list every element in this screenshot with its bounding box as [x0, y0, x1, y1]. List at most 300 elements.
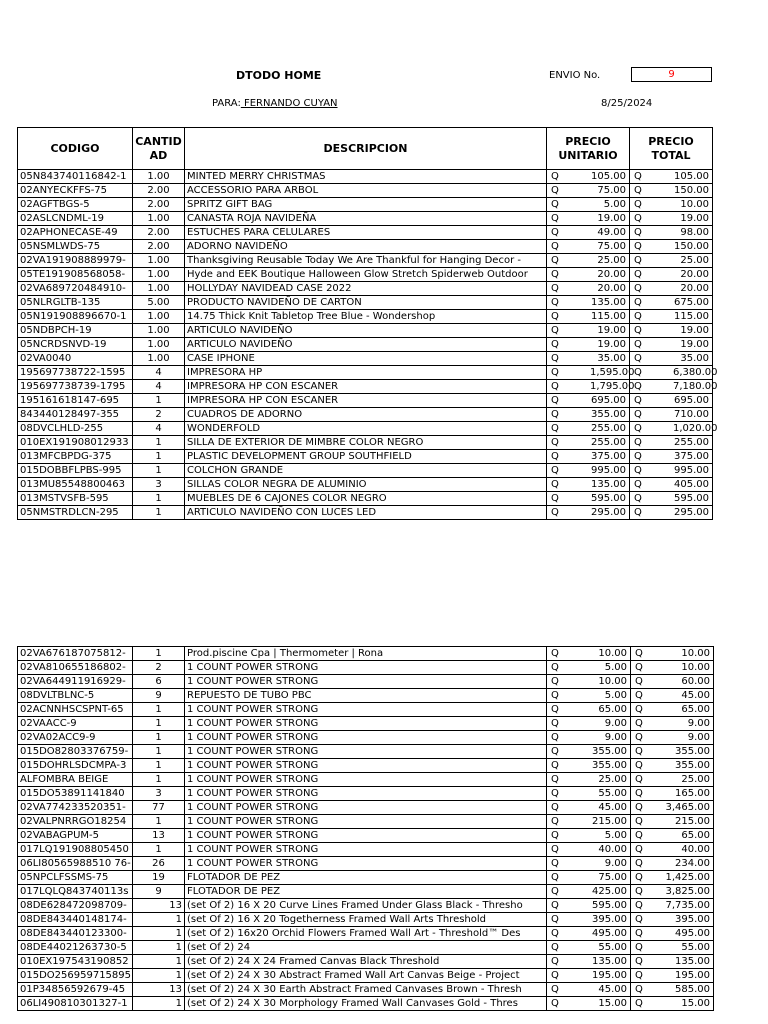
codigo-cell[interactable]: 013MU85548800463 [18, 478, 133, 492]
cantidad-cell[interactable]: 77 [133, 801, 185, 815]
precio-unitario-cell[interactable]: 355.00 [562, 745, 631, 759]
codigo-cell[interactable]: 05NDBPCH-19 [18, 324, 133, 338]
currency-cell[interactable]: Q [547, 366, 589, 380]
precio-unitario-cell[interactable]: 10.00 [562, 647, 631, 661]
currency-cell[interactable]: Q [630, 240, 672, 254]
codigo-cell[interactable]: 02VALPNRRGO18254 [18, 815, 133, 829]
cantidad-cell[interactable]: 1.00 [133, 282, 185, 296]
codigo-cell[interactable]: 06LI490810301327-1 [18, 997, 133, 1011]
currency-cell[interactable]: Q [547, 955, 562, 969]
precio-unitario-cell[interactable]: 425.00 [562, 885, 631, 899]
currency-cell[interactable]: Q [631, 717, 646, 731]
currency-cell[interactable]: Q [631, 829, 646, 843]
currency-cell[interactable]: Q [547, 969, 562, 983]
currency-cell[interactable]: Q [630, 254, 672, 268]
precio-total-cell[interactable]: 19.00 [671, 338, 713, 352]
cantidad-cell[interactable]: 1 [133, 927, 185, 941]
currency-cell[interactable]: Q [547, 703, 562, 717]
precio-total-cell[interactable]: 19.00 [671, 324, 713, 338]
cantidad-cell[interactable]: 2.00 [133, 198, 185, 212]
currency-cell[interactable]: Q [630, 338, 672, 352]
precio-unitario-cell[interactable]: 10.00 [562, 675, 631, 689]
currency-cell[interactable]: Q [547, 198, 589, 212]
precio-unitario-cell[interactable]: 255.00 [588, 422, 630, 436]
codigo-cell[interactable]: 02VA774233520351- [18, 801, 133, 815]
codigo-cell[interactable]: 010EX191908012933 [18, 436, 133, 450]
precio-total-cell[interactable]: 15.00 [646, 997, 714, 1011]
codigo-cell[interactable]: 05N191908896670-1 [18, 310, 133, 324]
cantidad-cell[interactable]: 1.00 [133, 212, 185, 226]
currency-cell[interactable]: Q [631, 899, 646, 913]
precio-total-cell[interactable]: 1,425.00 [646, 871, 714, 885]
descripcion-cell[interactable]: CASE IPHONE [185, 352, 547, 366]
currency-cell[interactable]: Q [547, 899, 562, 913]
codigo-cell[interactable]: 08DE44021263730-5 [18, 941, 133, 955]
currency-cell[interactable]: Q [630, 296, 672, 310]
cantidad-cell[interactable]: 13 [133, 983, 185, 997]
currency-cell[interactable]: Q [631, 885, 646, 899]
codigo-cell[interactable]: 195697738722-1595 [18, 366, 133, 380]
cantidad-cell[interactable]: 2 [133, 661, 185, 675]
codigo-cell[interactable]: 02VA02ACC9-9 [18, 731, 133, 745]
precio-unitario-cell[interactable]: 355.00 [588, 408, 630, 422]
currency-cell[interactable]: Q [630, 184, 672, 198]
currency-cell[interactable]: Q [630, 226, 672, 240]
precio-total-cell[interactable]: 150.00 [671, 240, 713, 254]
cantidad-cell[interactable]: 1 [133, 913, 185, 927]
codigo-cell[interactable]: 195697738739-1795 [18, 380, 133, 394]
precio-total-cell[interactable]: 710.00 [671, 408, 713, 422]
currency-cell[interactable]: Q [547, 759, 562, 773]
currency-cell[interactable]: Q [547, 843, 562, 857]
currency-cell[interactable]: Q [547, 773, 562, 787]
currency-cell[interactable]: Q [630, 436, 672, 450]
cantidad-cell[interactable]: 1.00 [133, 170, 185, 184]
currency-cell[interactable]: Q [630, 450, 672, 464]
precio-unitario-cell[interactable]: 15.00 [562, 997, 631, 1011]
descripcion-cell[interactable]: 1 COUNT POWER STRONG [185, 745, 547, 759]
precio-total-cell[interactable]: 1,020.00 [673, 423, 718, 434]
precio-unitario-cell[interactable]: 1,795.00 [590, 381, 635, 392]
precio-total-cell[interactable]: 585.00 [646, 983, 714, 997]
codigo-cell[interactable]: 02VA644911916929- [18, 675, 133, 689]
currency-cell[interactable]: Q [547, 478, 589, 492]
codigo-cell[interactable]: 02ANYECKFFS-75 [18, 184, 133, 198]
descripcion-cell[interactable]: FLOTADOR DE PEZ [185, 871, 547, 885]
descripcion-cell[interactable]: SILLA DE EXTERIOR DE MIMBRE COLOR NEGRO [185, 436, 547, 450]
precio-unitario-cell[interactable]: 215.00 [562, 815, 631, 829]
precio-unitario-cell[interactable]: 35.00 [588, 352, 630, 366]
precio-unitario-cell[interactable]: 395.00 [562, 913, 631, 927]
precio-total-cell[interactable]: 20.00 [671, 268, 713, 282]
codigo-cell[interactable]: 015DOHRLSDCMPA-3 [18, 759, 133, 773]
precio-total-cell[interactable]: 7,735.00 [646, 899, 714, 913]
precio-total-cell[interactable]: 495.00 [646, 927, 714, 941]
precio-total-cell[interactable]: 675.00 [671, 296, 713, 310]
precio-unitario-cell[interactable]: 9.00 [562, 731, 631, 745]
descripcion-cell[interactable]: (set Of 2) 24 X 30 Morphology Framed Wall Canvases Gold - Thres [185, 997, 547, 1011]
descripcion-cell[interactable]: MUEBLES DE 6 CAJONES COLOR NEGRO [185, 492, 547, 506]
currency-cell[interactable]: Q [630, 380, 672, 394]
descripcion-cell[interactable]: HOLLYDAY NAVIDEAD CASE 2022 [185, 282, 547, 296]
descripcion-cell[interactable]: COLCHON GRANDE [185, 464, 547, 478]
codigo-cell[interactable]: 02VABAGPUM-5 [18, 829, 133, 843]
currency-cell[interactable]: Q [547, 913, 562, 927]
cantidad-cell[interactable]: 2 [133, 408, 185, 422]
codigo-cell[interactable]: 02AGFTBGS-5 [18, 198, 133, 212]
precio-total-cell[interactable]: 60.00 [646, 675, 714, 689]
descripcion-cell[interactable]: ARTICULO NAVIDEÑO [185, 324, 547, 338]
precio-unitario-cell[interactable]: 595.00 [588, 492, 630, 506]
precio-total-cell[interactable]: 995.00 [671, 464, 713, 478]
descripcion-cell[interactable]: Hyde and EEK Boutique Halloween Glow Stretch Spiderweb Outdoor [185, 268, 547, 282]
descripcion-cell[interactable]: (set Of 2) 16x20 Orchid Flowers Framed Wall Art - Threshold™ Des [185, 927, 547, 941]
currency-cell[interactable]: Q [631, 955, 646, 969]
precio-total-cell[interactable]: 10.00 [646, 647, 714, 661]
codigo-cell[interactable]: 015DO53891141840 [18, 787, 133, 801]
precio-total-cell[interactable]: 355.00 [646, 759, 714, 773]
precio-total-cell[interactable]: 195.00 [646, 969, 714, 983]
precio-total-cell[interactable]: 255.00 [671, 436, 713, 450]
currency-cell[interactable]: Q [631, 801, 646, 815]
descripcion-cell[interactable]: 1 COUNT POWER STRONG [185, 717, 547, 731]
codigo-cell[interactable]: 013MFCBPDG-375 [18, 450, 133, 464]
descripcion-cell[interactable]: 1 COUNT POWER STRONG [185, 801, 547, 815]
descripcion-cell[interactable]: CANASTA ROJA NAVIDEÑA [185, 212, 547, 226]
precio-unitario-cell[interactable]: 19.00 [588, 212, 630, 226]
precio-unitario-cell[interactable]: 45.00 [562, 983, 631, 997]
currency-cell[interactable]: Q [631, 997, 646, 1011]
cantidad-cell[interactable]: 1 [133, 759, 185, 773]
currency-cell[interactable]: Q [547, 212, 589, 226]
cantidad-cell[interactable]: 13 [133, 829, 185, 843]
currency-cell[interactable]: Q [547, 436, 589, 450]
precio-total-cell[interactable]: 375.00 [671, 450, 713, 464]
descripcion-cell[interactable]: 1 COUNT POWER STRONG [185, 675, 547, 689]
currency-cell[interactable]: Q [547, 380, 589, 394]
cantidad-cell[interactable]: 26 [133, 857, 185, 871]
currency-cell[interactable]: Q [631, 969, 646, 983]
codigo-cell[interactable]: 05TE191908568058- [18, 268, 133, 282]
precio-total-cell[interactable]: 65.00 [646, 703, 714, 717]
descripcion-cell[interactable]: IMPRESORA HP CON ESCANER [185, 380, 547, 394]
precio-unitario-cell[interactable]: 135.00 [562, 955, 631, 969]
cantidad-cell[interactable]: 1 [133, 997, 185, 1011]
cantidad-cell[interactable]: 13 [133, 899, 185, 913]
precio-unitario-cell[interactable]: 9.00 [562, 717, 631, 731]
cantidad-cell[interactable]: 1 [133, 492, 185, 506]
descripcion-cell[interactable]: FLOTADOR DE PEZ [185, 885, 547, 899]
precio-unitario-cell[interactable]: 20.00 [588, 268, 630, 282]
currency-cell[interactable]: Q [631, 773, 646, 787]
currency-cell[interactable]: Q [547, 717, 562, 731]
descripcion-cell[interactable]: 1 COUNT POWER STRONG [185, 815, 547, 829]
cantidad-cell[interactable]: 1 [133, 647, 185, 661]
precio-total-cell[interactable]: 25.00 [671, 254, 713, 268]
descripcion-cell[interactable]: (set Of 2) 16 X 20 Curve Lines Framed Under Glass Black - Thresho [185, 899, 547, 913]
currency-cell[interactable]: Q [547, 254, 589, 268]
currency-cell[interactable]: Q [547, 941, 562, 955]
currency-cell[interactable]: Q [630, 170, 672, 184]
cantidad-cell[interactable]: 1 [133, 815, 185, 829]
precio-unitario-cell[interactable]: 135.00 [588, 478, 630, 492]
codigo-cell[interactable]: 05NMSTRDLCN-295 [18, 506, 133, 520]
descripcion-cell[interactable]: 1 COUNT POWER STRONG [185, 843, 547, 857]
precio-unitario-cell[interactable]: 1,595.00 [590, 367, 635, 378]
codigo-cell[interactable]: 06LI80565988510 76- [18, 857, 133, 871]
precio-unitario-cell[interactable]: 25.00 [588, 254, 630, 268]
currency-cell[interactable]: Q [547, 170, 589, 184]
codigo-cell[interactable]: 05NCRDSNVD-19 [18, 338, 133, 352]
precio-total-cell[interactable]: 55.00 [646, 941, 714, 955]
currency-cell[interactable]: Q [547, 184, 589, 198]
precio-total-cell[interactable]: 105.00 [671, 170, 713, 184]
currency-cell[interactable]: Q [547, 829, 562, 843]
cantidad-cell[interactable]: 1 [133, 941, 185, 955]
currency-cell[interactable]: Q [631, 871, 646, 885]
precio-unitario-cell[interactable]: 40.00 [562, 843, 631, 857]
currency-cell[interactable]: Q [547, 647, 562, 661]
cantidad-cell[interactable]: 1 [133, 717, 185, 731]
codigo-cell[interactable]: 013MSTVSFB-595 [18, 492, 133, 506]
currency-cell[interactable]: Q [547, 927, 562, 941]
descripcion-cell[interactable]: CUADROS DE ADORNO [185, 408, 547, 422]
cantidad-cell[interactable]: 1 [133, 436, 185, 450]
codigo-cell[interactable]: 015DO82803376759- [18, 745, 133, 759]
precio-unitario-cell[interactable]: 55.00 [562, 787, 631, 801]
codigo-cell[interactable]: 05NSMLWDS-75 [18, 240, 133, 254]
currency-cell[interactable]: Q [630, 394, 672, 408]
descripcion-cell[interactable]: ADORNO NAVIDEÑO [185, 240, 547, 254]
precio-unitario-cell[interactable]: 355.00 [562, 759, 631, 773]
cantidad-cell[interactable]: 1 [133, 506, 185, 520]
cantidad-cell[interactable]: 6 [133, 675, 185, 689]
currency-cell[interactable]: Q [547, 450, 589, 464]
descripcion-cell[interactable]: 1 COUNT POWER STRONG [185, 661, 547, 675]
currency-cell[interactable]: Q [547, 675, 562, 689]
currency-cell[interactable]: Q [630, 268, 672, 282]
currency-cell[interactable]: Q [630, 464, 672, 478]
cantidad-cell[interactable]: 1.00 [133, 254, 185, 268]
precio-total-cell[interactable]: 9.00 [646, 731, 714, 745]
precio-unitario-cell[interactable]: 19.00 [588, 324, 630, 338]
descripcion-cell[interactable]: 1 COUNT POWER STRONG [185, 703, 547, 717]
currency-cell[interactable]: Q [631, 647, 646, 661]
currency-cell[interactable]: Q [547, 352, 589, 366]
currency-cell[interactable]: Q [631, 815, 646, 829]
currency-cell[interactable]: Q [631, 843, 646, 857]
cantidad-cell[interactable]: 1.00 [133, 338, 185, 352]
cantidad-cell[interactable]: 1 [133, 450, 185, 464]
precio-unitario-cell[interactable]: 55.00 [562, 941, 631, 955]
currency-cell[interactable]: Q [547, 689, 562, 703]
currency-cell[interactable]: Q [547, 408, 589, 422]
precio-total-cell[interactable]: 395.00 [646, 913, 714, 927]
currency-cell[interactable]: Q [547, 731, 562, 745]
descripcion-cell[interactable]: (set Of 2) 24 X 24 Framed Canvas Black Threshold [185, 955, 547, 969]
currency-cell[interactable]: Q [547, 815, 562, 829]
codigo-cell[interactable]: 015DO256959715895 [18, 969, 133, 983]
descripcion-cell[interactable]: 1 COUNT POWER STRONG [185, 829, 547, 843]
cantidad-cell[interactable]: 1 [133, 703, 185, 717]
precio-total-cell[interactable]: 10.00 [646, 661, 714, 675]
precio-unitario-cell[interactable]: 595.00 [562, 899, 631, 913]
cantidad-cell[interactable]: 5.00 [133, 296, 185, 310]
envio-number-cell[interactable]: 9 [631, 67, 712, 82]
precio-unitario-cell[interactable]: 75.00 [588, 240, 630, 254]
descripcion-cell[interactable]: IMPRESORA HP [185, 366, 547, 380]
currency-cell[interactable]: Q [631, 983, 646, 997]
currency-cell[interactable]: Q [547, 506, 589, 520]
currency-cell[interactable]: Q [630, 506, 672, 520]
currency-cell[interactable]: Q [631, 941, 646, 955]
currency-cell[interactable]: Q [631, 787, 646, 801]
currency-cell[interactable]: Q [630, 310, 672, 324]
descripcion-cell[interactable]: SPRITZ GIFT BAG [185, 198, 547, 212]
descripcion-cell[interactable]: WONDERFOLD [185, 422, 547, 436]
cantidad-cell[interactable]: 1 [133, 955, 185, 969]
precio-total-cell[interactable]: 215.00 [646, 815, 714, 829]
precio-total-cell[interactable]: 165.00 [646, 787, 714, 801]
codigo-cell[interactable]: 017LQ191908805450 [18, 843, 133, 857]
precio-total-cell[interactable]: 6,380.00 [673, 367, 718, 378]
cantidad-cell[interactable]: 1.00 [133, 352, 185, 366]
currency-cell[interactable]: Q [631, 731, 646, 745]
currency-cell[interactable]: Q [631, 913, 646, 927]
currency-cell[interactable]: Q [547, 226, 589, 240]
codigo-cell[interactable]: 017LQLQ843740113s [18, 885, 133, 899]
cantidad-cell[interactable]: 9 [133, 885, 185, 899]
cantidad-cell[interactable]: 1.00 [133, 268, 185, 282]
currency-cell[interactable]: Q [631, 689, 646, 703]
codigo-cell[interactable]: 02ACNNHSCSPNT-65 [18, 703, 133, 717]
descripcion-cell[interactable]: REPUESTO DE TUBO PBC [185, 689, 547, 703]
precio-total-cell[interactable]: 40.00 [646, 843, 714, 857]
cantidad-cell[interactable]: 3 [133, 478, 185, 492]
descripcion-cell[interactable]: 1 COUNT POWER STRONG [185, 759, 547, 773]
descripcion-cell[interactable]: 14.75 Thick Knit Tabletop Tree Blue - Wondershop [185, 310, 547, 324]
descripcion-cell[interactable]: (set Of 2) 24 X 30 Earth Abstract Framed Canvases Brown - Thresh [185, 983, 547, 997]
precio-unitario-cell[interactable]: 65.00 [562, 703, 631, 717]
descripcion-cell[interactable]: ACCESSORIO PARA ARBOL [185, 184, 547, 198]
codigo-cell[interactable]: ALFOMBRA BEIGE [18, 773, 133, 787]
descripcion-cell[interactable]: ARTICULO NAVIDEÑO [185, 338, 547, 352]
cantidad-cell[interactable]: 4 [133, 422, 185, 436]
descripcion-cell[interactable]: (set Of 2) 24 X 30 Abstract Framed Wall Art Canvas Beige - Project [185, 969, 547, 983]
currency-cell[interactable]: Q [630, 366, 672, 380]
currency-cell[interactable]: Q [547, 422, 589, 436]
descripcion-cell[interactable]: IMPRESORA HP CON ESCANER [185, 394, 547, 408]
codigo-cell[interactable]: 05NLRGLTB-135 [18, 296, 133, 310]
currency-cell[interactable]: Q [547, 240, 589, 254]
descripcion-cell[interactable]: PRODUCTO NAVIDEÑO DE CARTON [185, 296, 547, 310]
currency-cell[interactable]: Q [630, 492, 672, 506]
cantidad-cell[interactable]: 4 [133, 366, 185, 380]
currency-cell[interactable]: Q [630, 422, 672, 436]
descripcion-cell[interactable]: 1 COUNT POWER STRONG [185, 773, 547, 787]
codigo-cell[interactable]: 05N843740116842-1 [18, 170, 133, 184]
precio-total-cell[interactable]: 9.00 [646, 717, 714, 731]
currency-cell[interactable]: Q [547, 268, 589, 282]
codigo-cell[interactable]: 08DE843440148174- [18, 913, 133, 927]
descripcion-cell[interactable]: ESTUCHES PARA CELULARES [185, 226, 547, 240]
codigo-cell[interactable]: 010EX197543190852 [18, 955, 133, 969]
currency-cell[interactable]: Q [630, 478, 672, 492]
precio-total-cell[interactable]: 25.00 [646, 773, 714, 787]
cantidad-cell[interactable]: 1 [133, 773, 185, 787]
cantidad-cell[interactable]: 1 [133, 745, 185, 759]
currency-cell[interactable]: Q [631, 759, 646, 773]
precio-total-cell[interactable]: 10.00 [671, 198, 713, 212]
precio-unitario-cell[interactable]: 695.00 [588, 394, 630, 408]
currency-cell[interactable]: Q [547, 787, 562, 801]
cantidad-cell[interactable]: 1.00 [133, 324, 185, 338]
precio-total-cell[interactable]: 295.00 [671, 506, 713, 520]
precio-unitario-cell[interactable]: 25.00 [562, 773, 631, 787]
cantidad-cell[interactable]: 1 [133, 394, 185, 408]
precio-total-cell[interactable]: 115.00 [671, 310, 713, 324]
precio-unitario-cell[interactable]: 375.00 [588, 450, 630, 464]
descripcion-cell[interactable]: 1 COUNT POWER STRONG [185, 731, 547, 745]
currency-cell[interactable]: Q [547, 857, 562, 871]
currency-cell[interactable]: Q [547, 310, 589, 324]
descripcion-cell[interactable]: 1 COUNT POWER STRONG [185, 857, 547, 871]
currency-cell[interactable]: Q [547, 745, 562, 759]
cantidad-cell[interactable]: 1 [133, 969, 185, 983]
currency-cell[interactable]: Q [630, 408, 672, 422]
currency-cell[interactable]: Q [547, 338, 589, 352]
precio-unitario-cell[interactable]: 5.00 [588, 198, 630, 212]
descripcion-cell[interactable]: PLASTIC DEVELOPMENT GROUP SOUTHFIELD [185, 450, 547, 464]
precio-unitario-cell[interactable]: 195.00 [562, 969, 631, 983]
codigo-cell[interactable]: 02ASLCNDML-19 [18, 212, 133, 226]
precio-total-cell[interactable]: 45.00 [646, 689, 714, 703]
descripcion-cell[interactable]: ARTICULO NAVIDEÑO CON LUCES LED [185, 506, 547, 520]
currency-cell[interactable]: Q [547, 885, 562, 899]
precio-unitario-cell[interactable]: 295.00 [588, 506, 630, 520]
codigo-cell[interactable]: 02VAACC-9 [18, 717, 133, 731]
cantidad-cell[interactable]: 9 [133, 689, 185, 703]
precio-total-cell[interactable]: 7,180.00 [673, 381, 718, 392]
precio-total-cell[interactable]: 405.00 [671, 478, 713, 492]
cantidad-cell[interactable]: 1 [133, 731, 185, 745]
precio-total-cell[interactable]: 98.00 [671, 226, 713, 240]
currency-cell[interactable]: Q [547, 464, 589, 478]
codigo-cell[interactable]: 08DVLTBLNC-5 [18, 689, 133, 703]
codigo-cell[interactable]: 195161618147-695 [18, 394, 133, 408]
codigo-cell[interactable]: 08DE843440123300- [18, 927, 133, 941]
codigo-cell[interactable]: 02VA676187075812- [18, 647, 133, 661]
precio-total-cell[interactable]: 355.00 [646, 745, 714, 759]
currency-cell[interactable]: Q [631, 745, 646, 759]
descripcion-cell[interactable]: Prod.piscine Cpa | Thermometer | Rona [185, 647, 547, 661]
currency-cell[interactable]: Q [547, 282, 589, 296]
currency-cell[interactable]: Q [631, 675, 646, 689]
precio-total-cell[interactable]: 695.00 [671, 394, 713, 408]
cantidad-cell[interactable]: 2.00 [133, 184, 185, 198]
precio-unitario-cell[interactable]: 135.00 [588, 296, 630, 310]
codigo-cell[interactable]: 01P34856592679-45 [18, 983, 133, 997]
descripcion-cell[interactable]: SILLAS COLOR NEGRA DE ALUMINIO [185, 478, 547, 492]
cantidad-cell[interactable]: 4 [133, 380, 185, 394]
precio-unitario-cell[interactable]: 5.00 [562, 829, 631, 843]
precio-unitario-cell[interactable]: 75.00 [588, 184, 630, 198]
precio-total-cell[interactable]: 65.00 [646, 829, 714, 843]
currency-cell[interactable]: Q [547, 983, 562, 997]
precio-total-cell[interactable]: 150.00 [671, 184, 713, 198]
precio-unitario-cell[interactable]: 5.00 [562, 689, 631, 703]
descripcion-cell[interactable]: 1 COUNT POWER STRONG [185, 787, 547, 801]
